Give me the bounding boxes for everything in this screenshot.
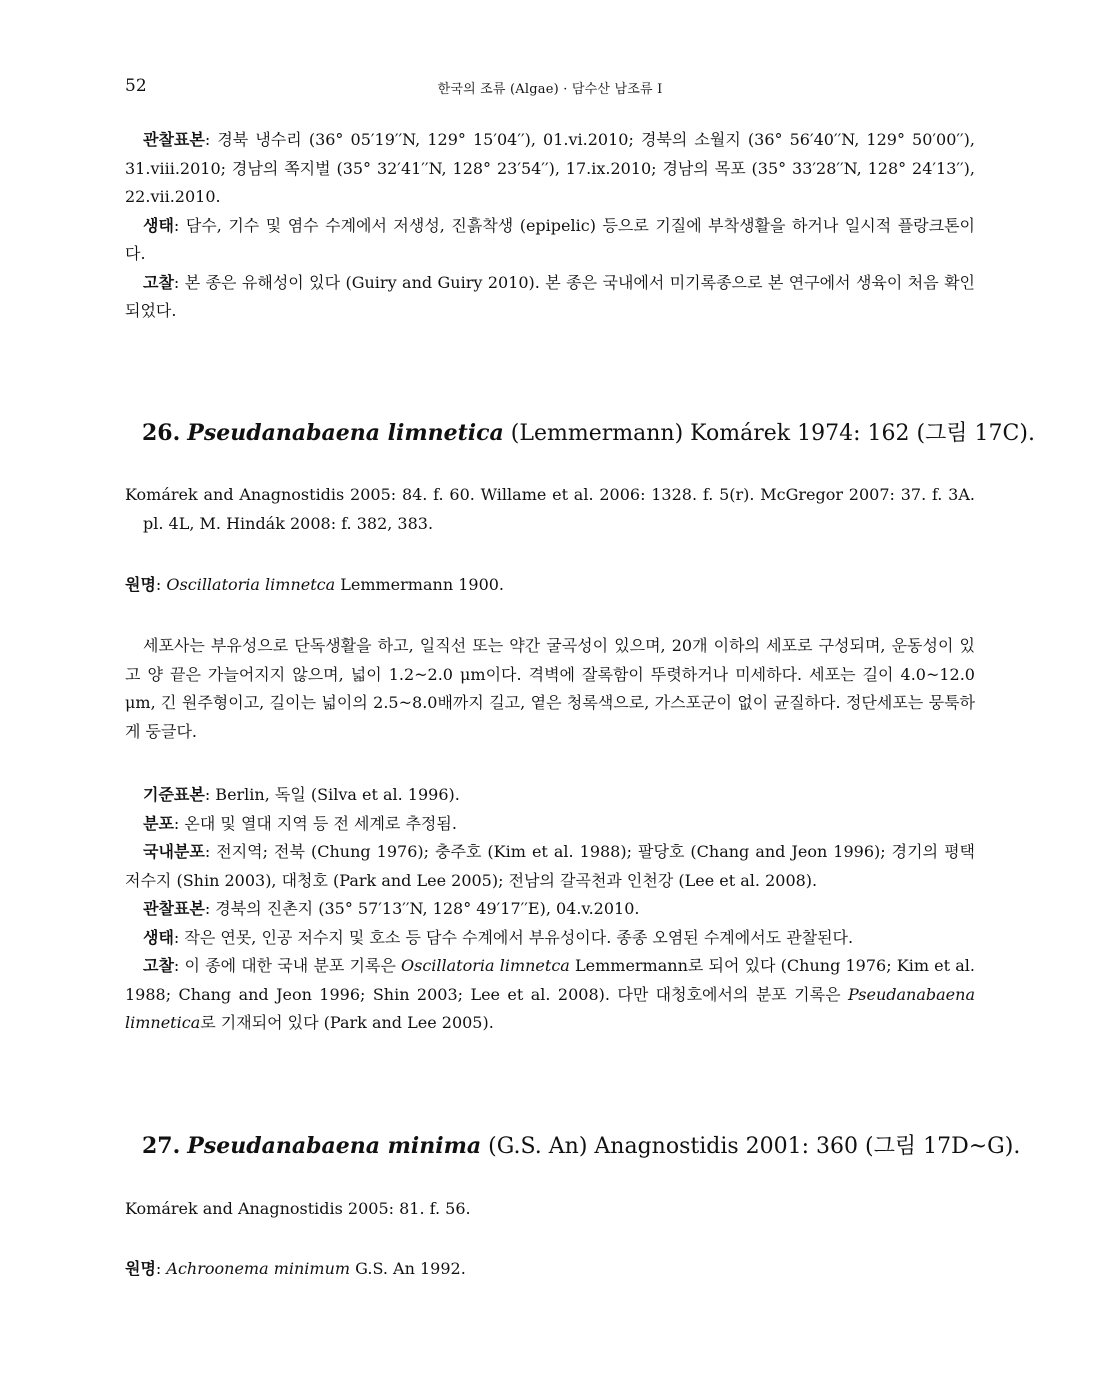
basionym-sep: :: [155, 1259, 167, 1278]
ecology-text: : 작은 연못, 인공 저수지 및 호소 등 담수 수계에서 부유성이다. 종종 오염된 수계에서도 관찰된다.: [173, 927, 854, 947]
species-26-references: [125, 481, 975, 538]
species-authority: (Lemmermann) Komárek 1974: 162 (그림 17C).: [503, 421, 1035, 446]
remarks-paragraph: [125, 952, 975, 1038]
remarks-species-name-2: Pseudanabaena limnetica: [125, 984, 975, 1032]
references-text: Komárek and Anagnostidis 2005: 81. f. 56.: [125, 1199, 471, 1218]
observed-specimens-paragraph: [125, 126, 975, 212]
remarks-paragraph: [125, 269, 975, 326]
type-specimen-paragraph: [125, 781, 975, 810]
observed-label: 관찰표본: [143, 899, 205, 918]
species-26-heading: [142, 418, 1035, 449]
basionym-name: Achroonema minimum: [166, 1259, 351, 1278]
basionym-paragraph: [125, 1255, 975, 1284]
type-text: : Berlin, 독일 (Silva et al. 1996).: [204, 785, 460, 804]
species-number: 26.: [142, 420, 181, 446]
distribution-label: 분포: [143, 813, 174, 833]
species-26-details: [125, 781, 975, 1038]
remarks-pre: : 이 종에 대한 국내 분포 기록은: [173, 956, 401, 975]
distribution-text: : 온대 및 열대 지역 등 전 세계로 추정됨.: [173, 813, 457, 833]
species-26-description: [125, 632, 975, 746]
species-authority: (G.S. An) Anagnostidis 2001: 360 (그림 17D~G).: [481, 1134, 1021, 1159]
observed-label: 관찰표본: [143, 130, 205, 149]
remarks-label: 고찰: [143, 272, 174, 292]
species-name: Pseudanabaena minima: [187, 1133, 482, 1159]
basionym-paragraph: [125, 571, 975, 600]
species-27-basionym: [125, 1255, 975, 1284]
page-number: 52: [125, 76, 147, 96]
intro-section: [125, 126, 975, 326]
observed-text: : 경북 냉수리 (36° 05′19′′N, 129° 15′04′′), 01.vi.2010; 경북의 소월지 (36° 56′40′′N, 129° 50′00′′), 31.viii.2010; 경남의 쪽지벌 (35° 32′41′′N, 128° 23′54′′), 17.ix.2010; 경남의 목포 (35° 33′28′′N, 128° 24′13′′), 22.vii.2010.: [125, 130, 975, 206]
species-name: Pseudanabaena limnetica: [187, 420, 504, 446]
korea-distribution-text: : 전지역; 전북 (Chung 1976); 충주호 (Kim et al. 1988); 팔당호 (Chang and Jeon 1996); 경기의 평택저수지 (Shin 2003), 대청호 (Park and Lee 2005); 전남의 갈곡천과 인천강 (Lee et al. 2008).: [125, 842, 975, 890]
species-number: 27.: [142, 1133, 181, 1159]
basionym-authority: G.S. An 1992.: [350, 1259, 466, 1278]
korea-distribution-label: 국내분포: [143, 842, 205, 861]
observed-text: : 경북의 진촌지 (35° 57′13′′N, 128° 49′17′′E), 04.v.2010.: [204, 899, 640, 918]
ecology-paragraph: [125, 212, 975, 269]
species-26-basionym: [125, 571, 975, 600]
korea-distribution-paragraph: [125, 838, 975, 895]
distribution-paragraph: [125, 810, 975, 839]
remarks-label: 고찰: [143, 956, 174, 975]
ecology-label: 생태: [143, 927, 174, 947]
type-label: 기준표본: [143, 785, 205, 804]
remarks-mid: Lemmermann로 되어 있다 (Chung 1976; Kim et al. 1988; Chang and Jeon 1996; Shin 2003; Lee et al. 2008). 다만 대청호에서의 분포 기록은: [125, 956, 975, 1004]
remarks-species-name-1: Oscillatoria limnetca: [401, 956, 570, 975]
ecology-text: : 담수, 기수 및 염수 수계에서 저생성, 진흙착생 (epipelic) 등으로 기질에 부착생활을 하거나 일시적 플랑크톤이다.: [125, 215, 975, 263]
ecology-label: 생태: [143, 215, 174, 235]
references-text: Komárek and Anagnostidis 2005: 84. f. 60. Willame et al. 2006: 1328. f. 5(r). McGregor 2007: 37. f. 3A. pl. 4L, M. Hindák 2008: f. 382, 383.: [125, 485, 975, 533]
description-text: 세포사는 부유성으로 단독생활을 하고, 일직선 또는 약간 굴곡성이 있으며, 20개 이하의 세포로 구성되며, 운동성이 있고 양 끝은 가늘어지지 않으며, 넓이 1.2~2.0 μm이다. 격벽에 잘록함이 뚜렷하거나 미세하다. 세포는 길이 4.0~12.0 μm, 긴 원주형이고, 길이는 넓이의 2.5~8.0배까지 길고, 옅은 청록색으로, 가스포군이 없이 균질하다. 정단세포는 뭉툭하게 둥글다.: [125, 636, 975, 741]
basionym-label: 원명: [125, 1259, 156, 1278]
remarks-text: : 본 종은 유해성이 있다 (Guiry and Guiry 2010). 본 종은 국내에서 미기록종으로 본 연구에서 생육이 처음 확인되었다.: [125, 272, 975, 320]
basionym-sep: :: [155, 575, 167, 594]
ecology-paragraph: [125, 924, 975, 953]
species-27-references: [125, 1195, 975, 1224]
remarks-post: 로 기재되어 있다 (Park and Lee 2005).: [200, 1013, 494, 1032]
page-header: [125, 76, 975, 98]
observed-specimens-paragraph: [125, 895, 975, 924]
basionym-authority: Lemmermann 1900.: [335, 575, 505, 594]
basionym-label: 원명: [125, 575, 156, 594]
basionym-name: Oscillatoria limnetca: [166, 575, 336, 594]
species-27-heading: [142, 1131, 1021, 1162]
running-title: 한국의 조류 (Algae) · 담수산 남조류 I: [437, 82, 663, 97]
